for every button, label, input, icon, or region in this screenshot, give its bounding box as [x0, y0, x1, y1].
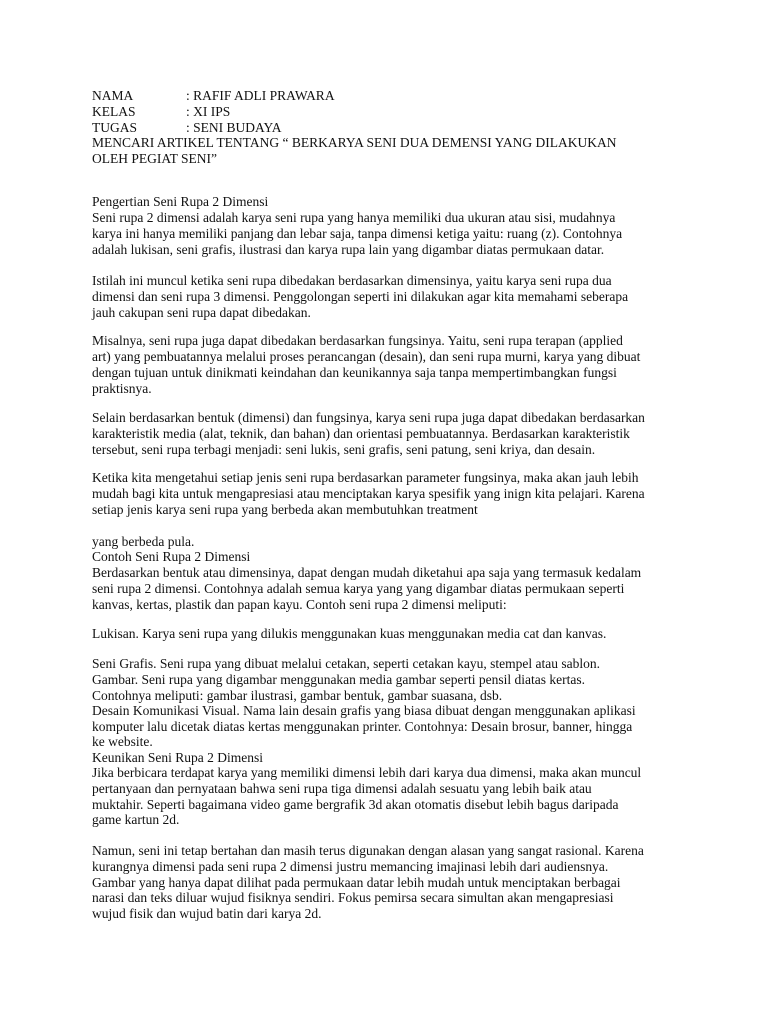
nama-value: : RAFIF ADLI PRAWARA [186, 88, 335, 103]
text-line: setiap jenis karya seni rupa yang berbeda akan membutuhkan treatment [92, 502, 478, 517]
text-line: Gambar. Seni rupa yang digambar menggunakan media gambar seperti pensil diatas kertas. [92, 672, 585, 687]
text-line: komputer lalu dicetak diatas kertas menggunakan printer. Contohnya: Desain brosur, banner, hingga [92, 719, 633, 734]
text-line: mudah bagi kita untuk mengapresiasi atau menciptakan karya spesifik yang inign kita pelajari. Karena [92, 486, 645, 501]
text-line: Jika berbicara terdapat karya yang memiliki dimensi lebih dari karya dua dimensi, maka akan muncul [92, 765, 642, 780]
text-line: adalah lukisan, seni grafis, ilustrasi dan karya rupa lain yang digambar diatas permukaan datar. [92, 242, 605, 257]
text-line: game kartun 2d. [92, 812, 180, 827]
nama-label: NAMA [92, 88, 134, 103]
text-line: karakteristik media (alat, teknik, dan bahan) dan orientasi pembuatannya. Berdasarkan karakteristik [92, 426, 630, 441]
text-line: Misalnya, seni rupa juga dapat dibedakan berdasarkan fungsinya. Yaitu, seni rupa terapan (applied [92, 333, 623, 348]
assignment-title-line-2: OLEH PEGIAT SENI” [92, 151, 217, 166]
text-line: ke website. [92, 734, 153, 749]
text-line: dimensi dan seni rupa 3 dimensi. Penggolongan seperti ini dilakukan agar kita memahami seberapa [92, 289, 629, 304]
section-heading-contoh: Contoh Seni Rupa 2 Dimensi [92, 549, 251, 564]
text-line: tersebut, seni rupa terbagi menjadi: seni lukis, seni grafis, seni patung, seni kriya, dan desain. [92, 442, 596, 457]
kelas-label: KELAS [92, 104, 136, 119]
text-line: wujud fisik dan wujud batin dari karya 2d. [92, 906, 322, 921]
section-heading-pengertian: Pengertian Seni Rupa 2 Dimensi [92, 194, 269, 209]
text-line: art) yang pembuatannya melalui proses perancangan (desain), dan seni rupa murni, karya yang dibuat [92, 349, 641, 364]
text-line: Selain berdasarkan bentuk (dimensi) dan fungsinya, karya seni rupa juga dapat dibedakan berdasarkan [92, 410, 645, 425]
text-line: Istilah ini muncul ketika seni rupa dibedakan berdasarkan dimensinya, yaitu karya seni rupa dua [92, 273, 612, 288]
text-line: dengan tujuan untuk dinikmati keindahan dan keunikannya saja tanpa mempertimbangkan fungsi [92, 365, 617, 380]
tugas-label: TUGAS [92, 120, 138, 135]
text-line: narasi dan teks diluar wujud fisiknya sendiri. Fokus pemirsa secara simultan akan mengapresiasi [92, 890, 614, 905]
text-line: seni rupa 2 dimensi. Contohnya adalah semua karya yang yang digambar diatas permukaan seperti [92, 581, 625, 596]
text-line: Namun, seni ini tetap bertahan dan masih terus digunakan dengan alasan yang sangat rasional. Karena [92, 843, 644, 858]
text-line: Seni rupa 2 dimensi adalah karya seni rupa yang hanya memiliki dua ukuran atau sisi, mudahnya [92, 210, 616, 225]
text-line: pertanyaan dan pernyataan bahwa seni rupa tiga dimensi adalah sesuatu yang lebih baik atau [92, 781, 592, 796]
text-line: kurangnya dimensi pada seni rupa 2 dimensi justru memancing imajinasi lebih dari audiensnya. [92, 859, 609, 874]
text-line: Seni Grafis. Seni rupa yang dibuat melalui cetakan, seperti cetakan kayu, stempel atau sablon. [92, 656, 600, 671]
text-line: praktisnya. [92, 381, 152, 396]
text-line: yang berbeda pula. [92, 534, 195, 549]
text-line: Ketika kita mengetahui setiap jenis seni rupa berdasarkan parameter fungsinya, maka akan jauh lebih [92, 470, 639, 485]
text-line: muktahir. Seperti bagaimana video game bergrafik 3d akan otomatis disebut lebih bagus daripada [92, 797, 619, 812]
text-line: Lukisan. Karya seni rupa yang dilukis menggunakan kuas menggunakan media cat dan kanvas. [92, 626, 607, 641]
text-line: Gambar yang hanya dapat dilihat pada permukaan datar lebih mudah untuk menciptakan berbagai [92, 875, 621, 890]
text-line: Desain Komunikasi Visual. Nama lain desain grafis yang biasa dibuat dengan menggunakan aplikasi [92, 703, 636, 718]
text-line: kanvas, kertas, plastik dan papan kayu. Contoh seni rupa 2 dimensi meliputi: [92, 597, 507, 612]
text-line: Contohnya meliputi: gambar ilustrasi, gambar bentuk, gambar suasana, dsb. [92, 688, 503, 703]
section-heading-keunikan: Keunikan Seni Rupa 2 Dimensi [92, 750, 263, 765]
kelas-value: : XI IPS [186, 104, 231, 119]
text-line: Berdasarkan bentuk atau dimensinya, dapat dengan mudah diketahui apa saja yang termasuk kedalam [92, 565, 642, 580]
tugas-value: : SENI BUDAYA [186, 120, 282, 135]
assignment-title-line-1: MENCARI ARTIKEL TENTANG “ BERKARYA SENI DUA DEMENSI YANG DILAKUKAN [92, 135, 617, 150]
text-line: karya ini hanya memiliki panjang dan lebar saja, tanpa dimensi ketiga yaitu: ruang (z). Contohnya [92, 226, 623, 241]
text-line: jauh cakupan seni rupa dapat dibedakan. [92, 305, 311, 320]
